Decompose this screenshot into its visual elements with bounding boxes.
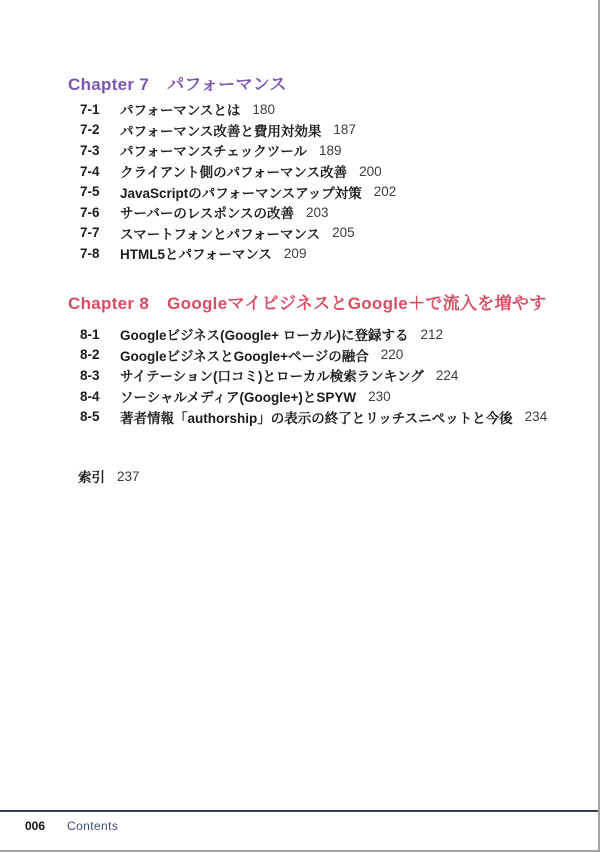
section-page-number: 224 [435,367,459,383]
section-title: ソーシャルメディア(Google+)とSPYW [120,390,357,406]
section-title: クライアント側のパフォーマンス改善 [120,165,348,181]
section-number: 7-1 [80,101,100,117]
section-title: GoogleビジネスとGoogle+ページの融合 [120,348,369,364]
toc-item-7-5 [80,181,396,202]
chapter8-label: Chapter 8 [68,294,150,313]
section-page-number: 187 [333,122,356,138]
page-footer [25,819,118,833]
section-number: 8-1 [80,326,100,342]
index-entry [78,466,140,486]
chapter7-title: パフォーマンス [167,75,287,94]
section-title: パフォーマンス改善と費用対効果 [120,123,322,139]
section-number: 8-3 [80,367,100,383]
section-page-number: 212 [420,326,443,342]
toc-item-8-2 [80,345,547,366]
section-number: 7-2 [80,122,100,138]
section-number: 7-5 [80,184,100,200]
chapter7-label: Chapter 7 [68,75,150,94]
toc-item-7-7 [80,223,396,244]
toc-item-8-5 [80,406,547,427]
chapter7-toc-list [80,99,396,264]
section-number: 7-4 [80,163,100,179]
section-title: 著者情報「authorship」の表示の終了とリッチスニペットと今後 [120,410,513,426]
chapter8-heading [68,289,546,314]
toc-item-7-1 [80,99,396,120]
section-title: パフォーマンスとは [120,103,241,119]
section-number: 7-8 [80,245,100,261]
section-page-number: 234 [524,409,548,425]
toc-item-7-3 [80,140,396,161]
section-number: 8-4 [80,388,100,404]
toc-item-7-4 [80,161,396,182]
section-page-number: 202 [373,184,397,200]
section-page-number: 200 [359,163,382,179]
section-title: パフォーマンスチェックツール [120,144,307,160]
folio-page-number: 006 [25,819,46,833]
section-page-number: 205 [332,225,355,241]
chapter8-title: GoogleマイビジネスとGoogle＋で流入を増やす [167,294,547,313]
section-title: サイテーション(口コミ)とローカル検索ランキング [120,369,424,385]
chapter7-heading [68,70,287,95]
section-number: 7-3 [80,142,100,158]
section-page-number: 209 [283,245,307,261]
section-title: JavaScriptのパフォーマンスアップ対策 [120,185,362,201]
index-page-number: 237 [117,468,140,484]
section-number: 8-5 [80,409,100,425]
section-number: 7-6 [80,204,100,220]
section-page-number: 180 [252,101,275,117]
section-page-number: 230 [368,388,391,404]
toc-item-8-1 [80,324,547,345]
section-page-number: 189 [318,142,342,158]
toc-item-7-2 [80,120,396,141]
chapter8-toc-list [80,324,547,427]
toc-item-8-4 [80,386,547,407]
footer-rule [0,810,600,812]
toc-item-7-8 [80,243,396,264]
section-number: 8-2 [80,347,100,363]
section-page-number: 203 [306,204,329,220]
section-title: サーバーのレスポンスの改善 [120,206,295,222]
toc-item-7-6 [80,202,396,223]
section-number: 7-7 [80,225,100,241]
section-title: Googleビジネス(Google+ ローカル)に登録する [120,328,409,344]
footer-contents-label: Contents [67,819,119,833]
section-page-number: 220 [380,347,404,363]
index-title: 索引 [78,470,105,485]
toc-item-8-3 [80,365,547,386]
section-title: HTML5とパフォーマンス [120,247,272,263]
section-title: スマートフォンとパフォーマンス [120,226,321,242]
